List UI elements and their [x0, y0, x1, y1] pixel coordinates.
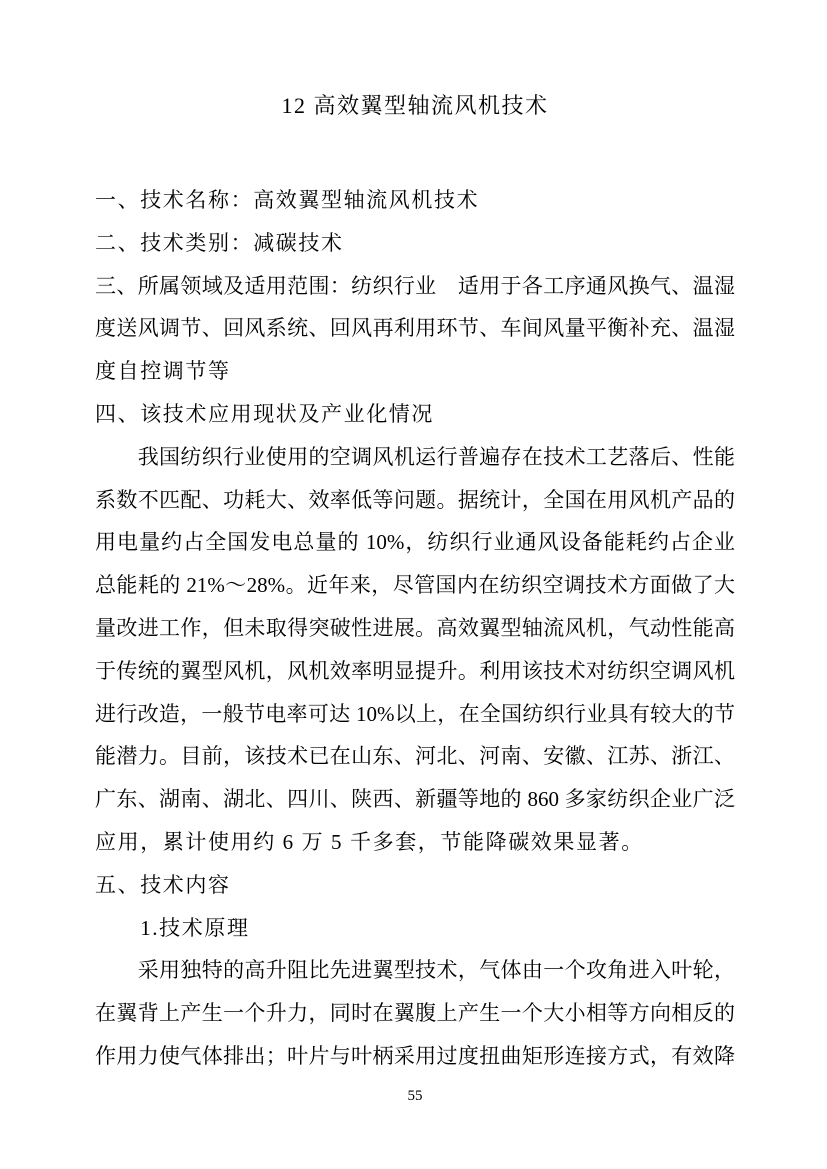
text-line: 用电量约占全国发电总量的 10%，纺织行业通风设备能耗约占企业	[95, 530, 735, 555]
page-number: 55	[407, 1087, 423, 1104]
text-line: 三、所属领域及适用范围：纺织行业 适用于各工序通风换气、温湿	[95, 273, 735, 298]
text-line: 应用，累计使用约 6 万 5 千多套，节能降碳效果显著。	[95, 829, 644, 854]
text-line: 在翼背上产生一个升力，同时在翼腹上产生一个大小相等方向相反的	[95, 1001, 735, 1026]
text-line: 我国纺织行业使用的空调风机运行普遍存在技术工艺落后、性能	[95, 444, 735, 469]
document-title: 12 高效翼型轴流风机技术	[281, 93, 549, 118]
text-line: 能潜力。目前，该技术已在山东、河北、河南、安徽、江苏、浙江、	[95, 744, 735, 769]
text-line: 四、该技术应用现状及产业化情况	[95, 401, 434, 426]
text-line: 度送风调节、回风系统、回风再利用环节、车间风量平衡补充、温湿	[95, 316, 735, 341]
text-line: 二、技术类别：减碳技术	[95, 230, 344, 255]
text-line: 于传统的翼型风机，风机效率明显提升。利用该技术对纺织空调风机	[95, 658, 735, 683]
text-line: 采用独特的高升阻比先进翼型技术，气体由一个攻角进入叶轮，	[95, 958, 735, 983]
text-line: 量改进工作，但未取得突破性进展。高效翼型轴流风机，气动性能高	[95, 615, 735, 640]
text-line: 一、技术名称：高效翼型轴流风机技术	[95, 188, 480, 212]
text-line: 进行改造，一般节电率可达 10%以上，在全国纺织行业具有较大的节	[95, 701, 735, 726]
text-line: 总能耗的 21%～28%。近年来，尽管国内在纺织空调技术方面做了大	[95, 573, 735, 598]
text-line: 1.技术原理	[95, 915, 250, 940]
text-line: 度自控调节等	[95, 359, 231, 384]
text-line: 作用力使气体排出；叶片与叶柄采用过度扭曲矩形连接方式，有效降	[95, 1043, 735, 1068]
text-line: 五、技术内容	[95, 872, 231, 897]
text-line: 广东、湖南、湖北、四川、陕西、新疆等地的 860 多家纺织企业广泛	[95, 787, 735, 812]
text-lines	[95, 179, 735, 1078]
text-line: 系数不匹配、功耗大、效率低等问题。据统计，全国在用风机产品的	[95, 487, 735, 512]
